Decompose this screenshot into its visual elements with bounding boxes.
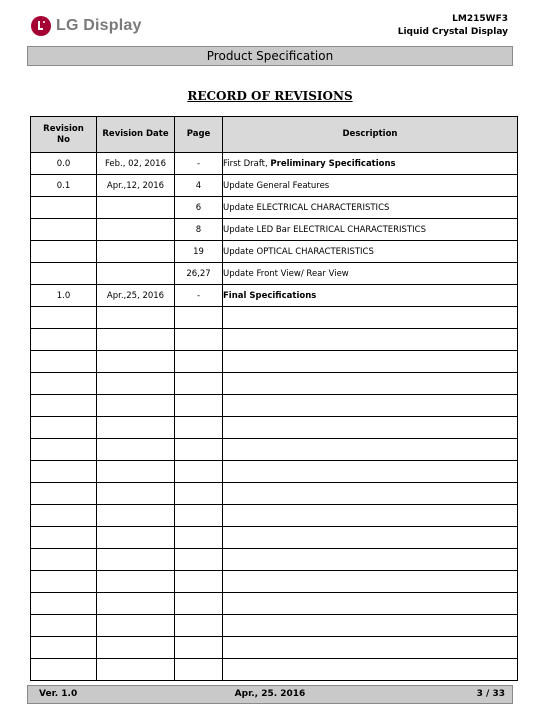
table-row: [31, 197, 518, 219]
description-cell: [223, 285, 518, 307]
description-text: Update OPTICAL CHARACTERISTICS: [223, 246, 374, 257]
page-cell: 26,27: [175, 263, 223, 285]
revision-no-cell: [31, 461, 97, 483]
description-cell: [223, 351, 518, 373]
revision-date-cell: [97, 351, 175, 373]
empty-table-row: [31, 329, 518, 351]
empty-table-row: [31, 461, 518, 483]
revision-no-cell: [31, 263, 97, 285]
table-row: [31, 241, 518, 263]
revision-date-cell: [97, 439, 175, 461]
empty-table-row: [31, 351, 518, 373]
description-text: Update LED Bar ELECTRICAL CHARACTERISTICS: [223, 224, 426, 235]
table-header-row: [31, 117, 518, 153]
empty-table-row: [31, 615, 518, 637]
empty-table-row: [31, 571, 518, 593]
revision-no-cell: [31, 307, 97, 329]
description-cell: [223, 329, 518, 351]
page-cell: [175, 417, 223, 439]
page-cell: [175, 527, 223, 549]
description-cell: [223, 549, 518, 571]
revision-date-cell: [97, 593, 175, 615]
description-cell: [223, 593, 518, 615]
page-cell: -: [175, 285, 223, 307]
revision-date-cell: [97, 395, 175, 417]
empty-table-row: [31, 373, 518, 395]
revision-no-cell: [31, 571, 97, 593]
page-title: RECORD OF REVISIONS: [187, 89, 353, 103]
description-text: Update General Features: [223, 180, 330, 191]
revision-date-cell: [97, 373, 175, 395]
revision-no-cell: [31, 241, 97, 263]
description-cell: [223, 527, 518, 549]
description-cell: [223, 153, 518, 175]
revision-no-cell: [31, 197, 97, 219]
revision-date-cell: [97, 263, 175, 285]
table-row: [31, 153, 518, 175]
empty-table-row: [31, 505, 518, 527]
revision-date-cell: Apr.,12, 2016: [97, 175, 175, 197]
revision-no-cell: [31, 219, 97, 241]
revision-no-cell: [31, 527, 97, 549]
page-cell: [175, 659, 223, 681]
header-description: Description: [223, 117, 518, 153]
revision-no-cell: [31, 483, 97, 505]
description-cell: [223, 197, 518, 219]
revision-no-cell: 0.0: [31, 153, 97, 175]
model-number: LM215WF3: [452, 14, 508, 24]
footer-version: Ver. 1.0: [39, 689, 78, 699]
page-cell: [175, 439, 223, 461]
page-cell: [175, 505, 223, 527]
page-cell: [175, 307, 223, 329]
table-row: [31, 175, 518, 197]
page-cell: [175, 593, 223, 615]
empty-table-row: [31, 395, 518, 417]
page-cell: [175, 483, 223, 505]
empty-table-row: [31, 637, 518, 659]
product-specification-banner: Product Specification: [27, 46, 513, 66]
description-cell: [223, 395, 518, 417]
empty-table-row: [31, 439, 518, 461]
revision-date-cell: [97, 571, 175, 593]
table-row: [31, 263, 518, 285]
page-cell: [175, 351, 223, 373]
page-cell: [175, 549, 223, 571]
page-cell: 8: [175, 219, 223, 241]
description-cell: [223, 175, 518, 197]
lg-display-logo: [31, 14, 142, 38]
description-text: Update Front View/ Rear View: [223, 268, 349, 279]
empty-table-row: [31, 659, 518, 681]
footer-page-number: 3 / 33: [476, 689, 505, 699]
description-cell: [223, 439, 518, 461]
revision-no-cell: [31, 615, 97, 637]
empty-table-row: [31, 417, 518, 439]
description-cell: [223, 373, 518, 395]
description-cell: [223, 483, 518, 505]
page-cell: 6: [175, 197, 223, 219]
revision-table: [30, 116, 518, 681]
page-cell: [175, 615, 223, 637]
header-revision-date: Revision Date: [97, 117, 175, 153]
revision-date-cell: [97, 219, 175, 241]
revision-date-cell: [97, 197, 175, 219]
page-cell: [175, 329, 223, 351]
description-cell: [223, 571, 518, 593]
description-text: First Draft,: [223, 158, 271, 169]
revision-date-cell: [97, 417, 175, 439]
revision-no-cell: [31, 329, 97, 351]
description-cell: [223, 659, 518, 681]
description-cell: [223, 241, 518, 263]
description-bold-text: Preliminary Specifications: [270, 158, 396, 169]
product-type: Liquid Crystal Display: [397, 27, 508, 37]
revision-date-cell: [97, 527, 175, 549]
empty-table-row: [31, 307, 518, 329]
description-cell: [223, 219, 518, 241]
revision-no-cell: [31, 505, 97, 527]
page-cell: 19: [175, 241, 223, 263]
revision-no-cell: [31, 417, 97, 439]
revision-no-cell: [31, 439, 97, 461]
revision-no-cell: [31, 351, 97, 373]
revision-date-cell: [97, 461, 175, 483]
description-cell: [223, 461, 518, 483]
header-right: [398, 13, 508, 39]
page-cell: [175, 395, 223, 417]
logo-text: LG Display: [56, 17, 142, 34]
page-cell: [175, 461, 223, 483]
description-cell: [223, 417, 518, 439]
page-footer: [27, 685, 513, 704]
revision-no-cell: 1.0: [31, 285, 97, 307]
revision-no-cell: [31, 549, 97, 571]
table-row: [31, 285, 518, 307]
revision-date-cell: [97, 483, 175, 505]
revision-no-cell: [31, 395, 97, 417]
description-cell: [223, 637, 518, 659]
revision-date-cell: [97, 549, 175, 571]
footer-date: Apr., 25. 2016: [234, 689, 306, 699]
description-cell: [223, 615, 518, 637]
description-text: Update ELECTRICAL CHARACTERISTICS: [223, 202, 390, 213]
revision-no-cell: [31, 637, 97, 659]
revision-date-cell: [97, 329, 175, 351]
revision-no-cell: [31, 373, 97, 395]
description-cell: [223, 263, 518, 285]
header-revision-no-label: Revision No: [43, 123, 84, 145]
revision-no-cell: 0.1: [31, 175, 97, 197]
empty-table-row: [31, 483, 518, 505]
revision-date-cell: Feb., 02, 2016: [97, 153, 175, 175]
header-revision-no: [31, 117, 97, 153]
lg-face-logo-icon: [31, 16, 51, 36]
revision-date-cell: [97, 505, 175, 527]
description-cell: [223, 307, 518, 329]
description-cell: [223, 505, 518, 527]
empty-table-row: [31, 527, 518, 549]
header-page: Page: [175, 117, 223, 153]
page-cell: 4: [175, 175, 223, 197]
page-cell: -: [175, 153, 223, 175]
revision-date-cell: [97, 615, 175, 637]
empty-table-row: [31, 593, 518, 615]
revision-table-body: [31, 153, 518, 681]
revision-date-cell: [97, 659, 175, 681]
revision-date-cell: [97, 241, 175, 263]
page-cell: [175, 637, 223, 659]
empty-table-row: [31, 549, 518, 571]
revision-date-cell: Apr.,25, 2016: [97, 285, 175, 307]
revision-no-cell: [31, 659, 97, 681]
revision-no-cell: [31, 593, 97, 615]
page-cell: [175, 373, 223, 395]
revision-date-cell: [97, 637, 175, 659]
page-cell: [175, 571, 223, 593]
description-bold-text: Final Specifications: [223, 290, 317, 301]
revision-date-cell: [97, 307, 175, 329]
table-row: [31, 219, 518, 241]
